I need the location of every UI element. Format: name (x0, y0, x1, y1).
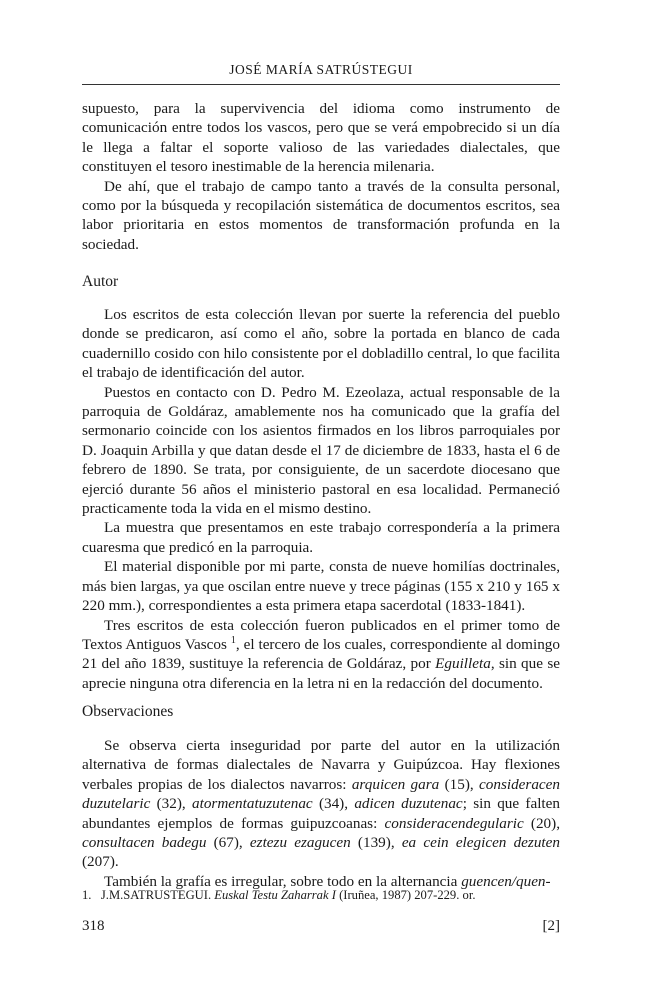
footnote-reference: 1 (230, 634, 236, 646)
observaciones-paragraph-1 (82, 736, 560, 872)
obs-text: (32), (150, 795, 193, 813)
obs-italic-form: consideracen duzutelaric (82, 775, 560, 813)
footnote-number: 1. (82, 888, 92, 902)
obs-italic-form: eztezu ezagucen (249, 834, 351, 852)
obs-text: ; sin que falten abundantes ejemplos de formas guipuzcoanas: (82, 795, 560, 832)
obs-italic-form: consideracendegularic (384, 814, 524, 832)
obs-italic-form: adicen duzutenac (354, 795, 463, 813)
autor-paragraph-1: Los escritos de esta colección llevan por suerte la referencia del pueblo donde se predicaron, así como el año, sobre la portada en blanco de cada cuadernillo cosido con hilo consistente por el dobladillo central, lo que facilita el trabajo de identificación del autor. (82, 306, 560, 382)
header-rule (82, 84, 560, 85)
obs-text: (34), (312, 795, 355, 813)
autor-paragraph-2: Puestos en contacto con D. Pedro M. Ezeolaza, actual responsable de la parroquia de Goldáraz, amablemente nos ha comunicado que la grafía del sermonario coincide con los asientos firmados en los libros parroquiales por D. Joaquin Arbilla y que datan desde el 17 de diciembre de 1833, hasta el 6 de febrero de 1890. Se trata, por consiguiente, de un sacerdote diocesano que ejerció durante 56 años el ministerio pastoral en esa localidad. Permaneció practicamente toda la vida en el mismo destino. (82, 383, 560, 518)
obs-italic-form: ea cein elegicen dezuten (401, 834, 560, 852)
footnote (82, 888, 560, 903)
observaciones-section (82, 736, 560, 891)
obs-text: (67), (206, 834, 250, 852)
obs-italic-form: arquicen gara (351, 775, 440, 793)
footnote-title: Euskal Testu Zaharrak I (214, 888, 336, 902)
obs-italic-form: atormentatuzutenac (192, 795, 313, 813)
obs-italic-form: consultacen badegu (82, 834, 207, 852)
intro-paragraph-1: supuesto, para la supervivencia del idioma como instrumento de comunicación entre todos los vascos, pero que se verá empobrecido si un día le llega a faltar el soporte valioso de las variedades dialectales, que constituyen el tesoro inestimable de la herencia milenaria. (82, 100, 560, 176)
obs-text: Se observa cierta inseguridad por parte del autor en la utilización alternativa de formas dialectales de Navarra y Guipúzcoa. Hay flexiones verbales propias de los dialectos navarros: (82, 737, 560, 793)
footnote-rest: (Iruñea, 1987) 207-229. or. (335, 888, 476, 902)
obs-text: (20), (523, 814, 560, 832)
autor-paragraph-5 (82, 616, 560, 694)
obs-p2-text: También la grafía es irregular, sobre todo en la alternancia (104, 872, 462, 890)
autor-section (82, 305, 560, 693)
intro-paragraph-2: De ahí, que el trabajo de campo tanto a través de la consulta personal, como por la búsqueda y recopilación sistemática de documentos escritos, sea labor prioritaria en estos momentos de transformación profunda en la sociedad. (82, 177, 560, 253)
section-heading-observaciones: Observaciones (82, 703, 174, 720)
obs-text: (15), (439, 775, 480, 793)
running-head: JOSÉ MARÍA SATRÚSTEGUI (229, 62, 413, 77)
obs-text: (207). (82, 853, 119, 871)
section-heading-autor: Autor (82, 273, 119, 290)
autor-p5-text-c: , sin que se aprecie ninguna otra diferencia en la letra ni en la redacción del documento. (82, 655, 560, 692)
autor-paragraph-3: La muestra que presentamos en este trabajo correspondería a la primera cuaresma que predicó en la parroquia. (82, 519, 560, 556)
footnote-author: J.M.SATRUSTEGUI. (100, 888, 212, 902)
page-marker: [2] (542, 918, 560, 934)
autor-paragraph-4: El material disponible por mi parte, consta de nueve homilías doctrinales, más bien largas, ya que oscilan entre nueve y trece páginas (155 x 210 y 165 x 220 mm.), correspondientes a esta primera etapa sacerdotal (1833-1841). (82, 558, 560, 615)
autor-p5-text-b: , el tercero de los cuales, correspondiente al domingo 21 del año 1839, sustituye la referencia de Goldáraz, por (82, 635, 560, 673)
autor-p5-italic: Eguilleta (435, 655, 491, 673)
obs-p2-italic: guencen/quen- (461, 872, 551, 890)
obs-text: (139), (350, 834, 402, 852)
page-number: 318 (82, 918, 105, 934)
autor-p5-text-a: Tres escritos de esta colección fueron publicados en el primer tomo de Textos Antiguos Vascos (82, 616, 560, 653)
intro-section (82, 99, 560, 254)
